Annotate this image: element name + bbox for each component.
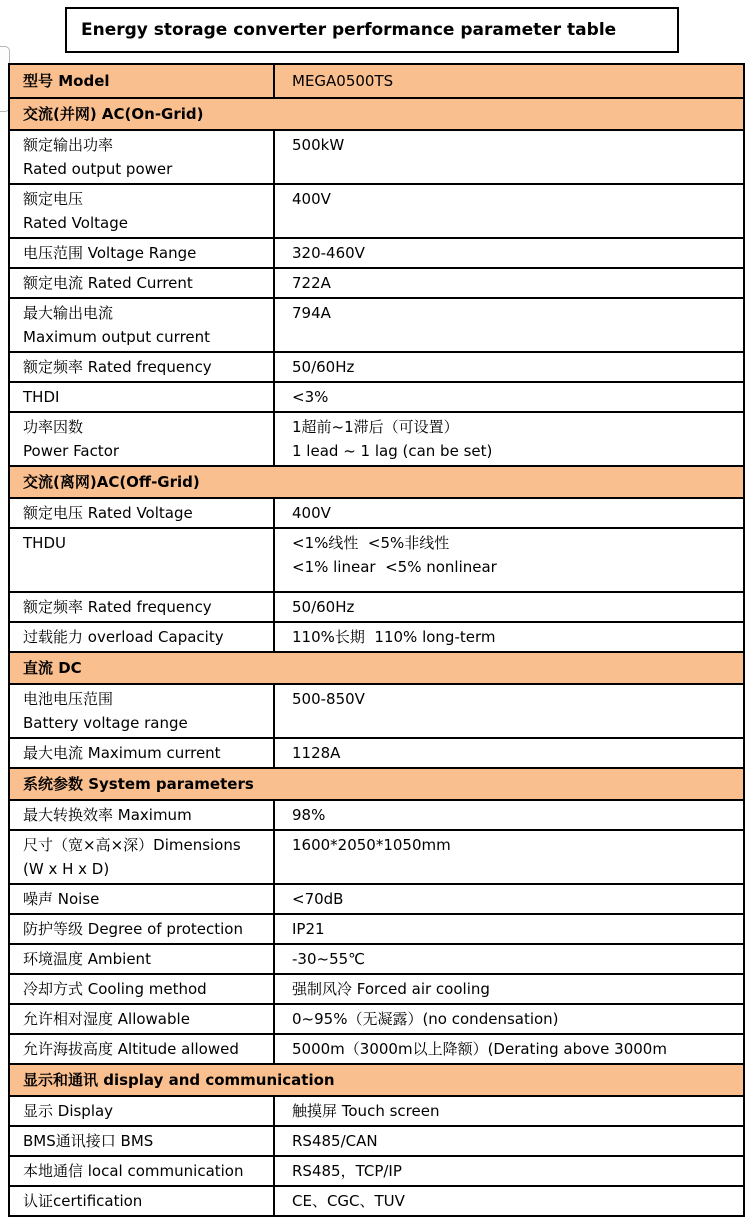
row-value [275, 1035, 743, 1063]
row-value [275, 885, 743, 913]
text-line: 50/60Hz [292, 598, 355, 616]
text-line: 型号 Model [23, 72, 110, 90]
table-row [10, 883, 743, 913]
text-line: 400V [292, 190, 331, 208]
text-line: MEGA0500TS [292, 72, 394, 90]
row-value [275, 685, 743, 737]
text-line: 最大输出电流 [23, 304, 114, 322]
row-label [10, 915, 275, 943]
text-line: 冷却方式 Cooling method [23, 980, 207, 998]
model-row [10, 65, 743, 97]
text-line: 额定输出功率 [23, 136, 114, 154]
table-row [10, 913, 743, 943]
row-value [275, 185, 743, 237]
row-label [10, 65, 275, 97]
text-line: BMS通讯接口 BMS [23, 1132, 154, 1150]
table-row [10, 527, 743, 591]
table-row [10, 1185, 743, 1215]
text-line: <1%线性 <5%非线性 [292, 534, 450, 552]
text-line: IP21 [292, 920, 325, 938]
text-line: 1超前~1滞后（可设置） [292, 418, 459, 436]
text-line: THDU [23, 534, 66, 552]
spec-table [8, 63, 745, 1217]
text-line: 5000m（3000m以上降额）(Derating above 3000m [292, 1040, 667, 1058]
text-line: 320-460V [292, 244, 365, 262]
text-line: 1128A [292, 744, 341, 762]
row-label [10, 945, 275, 973]
row-value [275, 801, 743, 829]
text-line: 400V [292, 504, 331, 522]
row-label [10, 885, 275, 913]
table-row [10, 973, 743, 1003]
row-value [275, 383, 743, 411]
text-line: 电池电压范围 [23, 690, 114, 708]
row-label [10, 353, 275, 381]
text-line: 触摸屏 Touch screen [292, 1102, 440, 1120]
row-label [10, 593, 275, 621]
table-row [10, 1033, 743, 1063]
text-line: 500kW [292, 136, 345, 154]
text-line: <3% [292, 388, 329, 406]
table-row [10, 591, 743, 621]
table-row [10, 237, 743, 267]
row-value [275, 623, 743, 651]
row-value [275, 1005, 743, 1033]
row-label [10, 499, 275, 527]
row-label [10, 1035, 275, 1063]
table-row [10, 267, 743, 297]
row-value [275, 1187, 743, 1215]
row-label [10, 383, 275, 411]
text-line: Battery voltage range [23, 714, 188, 732]
text-line: 98% [292, 806, 326, 824]
table-row [10, 297, 743, 351]
row-value [275, 1097, 743, 1125]
table-row [10, 497, 743, 527]
table-row [10, 129, 743, 183]
table-row [10, 683, 743, 737]
text-line: Maximum output current [23, 328, 211, 346]
row-value [275, 1127, 743, 1155]
row-value [275, 499, 743, 527]
table-row [10, 411, 743, 465]
text-line: -30~55℃ [292, 950, 366, 968]
row-label [10, 1157, 275, 1185]
row-label [10, 1187, 275, 1215]
text-line: 强制风冷 Forced air cooling [292, 980, 490, 998]
text-line: Rated Voltage [23, 214, 128, 232]
table-row [10, 351, 743, 381]
text-line: 额定电流 Rated Current [23, 274, 193, 292]
row-value [275, 1157, 743, 1185]
row-value [275, 353, 743, 381]
row-value [275, 593, 743, 621]
text-line: 最大转换效率 Maximum [23, 806, 192, 824]
row-value [275, 65, 743, 97]
row-value [275, 269, 743, 297]
row-value [275, 529, 743, 591]
section-header-row: 直流 DC [10, 651, 743, 683]
row-label [10, 239, 275, 267]
text-line: 794A [292, 304, 331, 322]
row-label [10, 413, 275, 465]
text-line: 允许相对湿度 Allowable [23, 1010, 190, 1028]
table-row [10, 1003, 743, 1033]
table-row [10, 829, 743, 883]
table-row [10, 799, 743, 829]
section-header-row: 交流(并网) AC(On-Grid) [10, 97, 743, 129]
text-line: 电压范围 Voltage Range [23, 244, 197, 262]
row-label [10, 1097, 275, 1125]
row-value [275, 299, 743, 351]
table-row [10, 621, 743, 651]
text-line: <1% linear <5% nonlinear [292, 558, 497, 576]
text-line: (W x H x D) [23, 860, 110, 878]
text-line: 过载能力 overload Capacity [23, 628, 224, 646]
table-row [10, 737, 743, 767]
text-line: 额定电压 Rated Voltage [23, 504, 193, 522]
row-label [10, 801, 275, 829]
table-row [10, 183, 743, 237]
row-label [10, 131, 275, 183]
row-label [10, 1005, 275, 1033]
text-line: 环境温度 Ambient [23, 950, 151, 968]
row-value [275, 945, 743, 973]
page-title: Energy storage converter performance parameter table [81, 20, 617, 40]
text-line: 防护等级 Degree of protection [23, 920, 243, 938]
section-header-row: 系统参数 System parameters [10, 767, 743, 799]
section-header-row: 交流(离网)AC(Off-Grid) [10, 465, 743, 497]
row-label [10, 1127, 275, 1155]
row-value [275, 131, 743, 183]
text-line: 允许海拔高度 Altitude allowed [23, 1040, 239, 1058]
text-line: 额定频率 Rated frequency [23, 358, 212, 376]
row-value [275, 739, 743, 767]
text-line: 1600*2050*1050mm [292, 836, 451, 854]
text-line: RS485，TCP/IP [292, 1162, 402, 1180]
row-label [10, 299, 275, 351]
row-label [10, 831, 275, 883]
row-label [10, 623, 275, 651]
text-line: 最大电流 Maximum current [23, 744, 221, 762]
row-value [275, 975, 743, 1003]
text-line: 功率因数 [23, 418, 84, 436]
text-line: 500-850V [292, 690, 365, 708]
row-label [10, 185, 275, 237]
text-line: 110%长期 110% long-term [292, 628, 496, 646]
text-line: 显示 Display [23, 1102, 114, 1120]
text-line: 额定频率 Rated frequency [23, 598, 212, 616]
row-value [275, 831, 743, 883]
page-title-box [65, 7, 679, 53]
text-line: 722A [292, 274, 331, 292]
section-header-row: 显示和通讯 display and communication [10, 1063, 743, 1095]
text-line: 尺寸（宽×高×深）Dimensions [23, 836, 241, 854]
text-line: Power Factor [23, 442, 120, 460]
text-line: 50/60Hz [292, 358, 355, 376]
table-row [10, 1155, 743, 1185]
text-line: 噪声 Noise [23, 890, 100, 908]
text-line: 认证certification [23, 1192, 143, 1210]
row-label [10, 685, 275, 737]
text-line: RS485/CAN [292, 1132, 378, 1150]
text-line: THDI [23, 388, 60, 406]
text-line: <70dB [292, 890, 344, 908]
row-label [10, 739, 275, 767]
text-line: 额定电压 [23, 190, 84, 208]
table-row [10, 1125, 743, 1155]
text-line: 本地通信 local communication [23, 1162, 244, 1180]
row-value [275, 413, 743, 465]
text-line: CE、CGC、TUV [292, 1192, 405, 1210]
row-label [10, 529, 275, 591]
row-value [275, 239, 743, 267]
text-line: 1 lead ~ 1 lag (can be set) [292, 442, 493, 460]
table-row [10, 943, 743, 973]
text-line: Rated output power [23, 160, 173, 178]
table-row [10, 381, 743, 411]
row-label [10, 975, 275, 1003]
table-row [10, 1095, 743, 1125]
text-line: 0~95%（无凝露）(no condensation) [292, 1010, 559, 1028]
row-label [10, 269, 275, 297]
row-value [275, 915, 743, 943]
